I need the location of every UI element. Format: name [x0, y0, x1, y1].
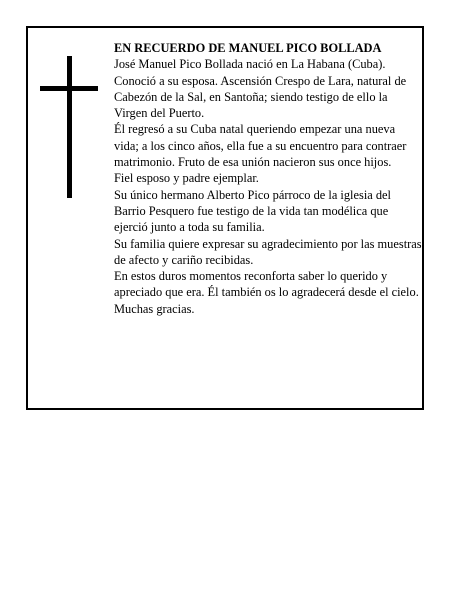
paragraph-gratitude: Su familia quiere expresar su agradecimiento por las muestras de afecto y cariño recibidas.: [114, 236, 422, 267]
paragraph-comfort: En estos duros momentos reconforta saber lo querido y apreciado que era. Él también os lo agradecerá desde el cielo.: [114, 269, 419, 300]
paragraph-thanks: Muchas gracias.: [114, 301, 195, 316]
paragraph-brother: Su único hermano Alberto Pico párroco de la iglesia del Barrio Pesquero fue testigo de la vida tan modélica que ejerció junto a toda su familia.: [114, 187, 391, 235]
obituary-frame: [26, 26, 424, 410]
latin-cross-icon: [40, 56, 98, 198]
paragraph-faithful: Fiel esposo y padre ejemplar.: [114, 171, 259, 186]
cross-horizontal-bar: [40, 86, 98, 91]
paragraph-marriage: Él regresó a su Cuba natal queriendo empezar una nueva vida; a los cinco años, ella fue a su encuentro para contraer matrimonio. Fruto de esa unión nacieron sus once hijos.: [114, 122, 407, 170]
obituary-title: EN RECUERDO DE MANUEL PICO BOLLADA: [114, 41, 382, 55]
paragraph-birth: José Manuel Pico Bollada nació en La Habana (Cuba). Conoció a su esposa. Ascensión Crespo de Lara, natural de Cabezón de la Sal, en Santoña; siendo testigo de ello la Virgen del Puerto.: [114, 57, 407, 121]
obituary-text: [114, 40, 422, 317]
cross-vertical-bar: [67, 56, 72, 198]
